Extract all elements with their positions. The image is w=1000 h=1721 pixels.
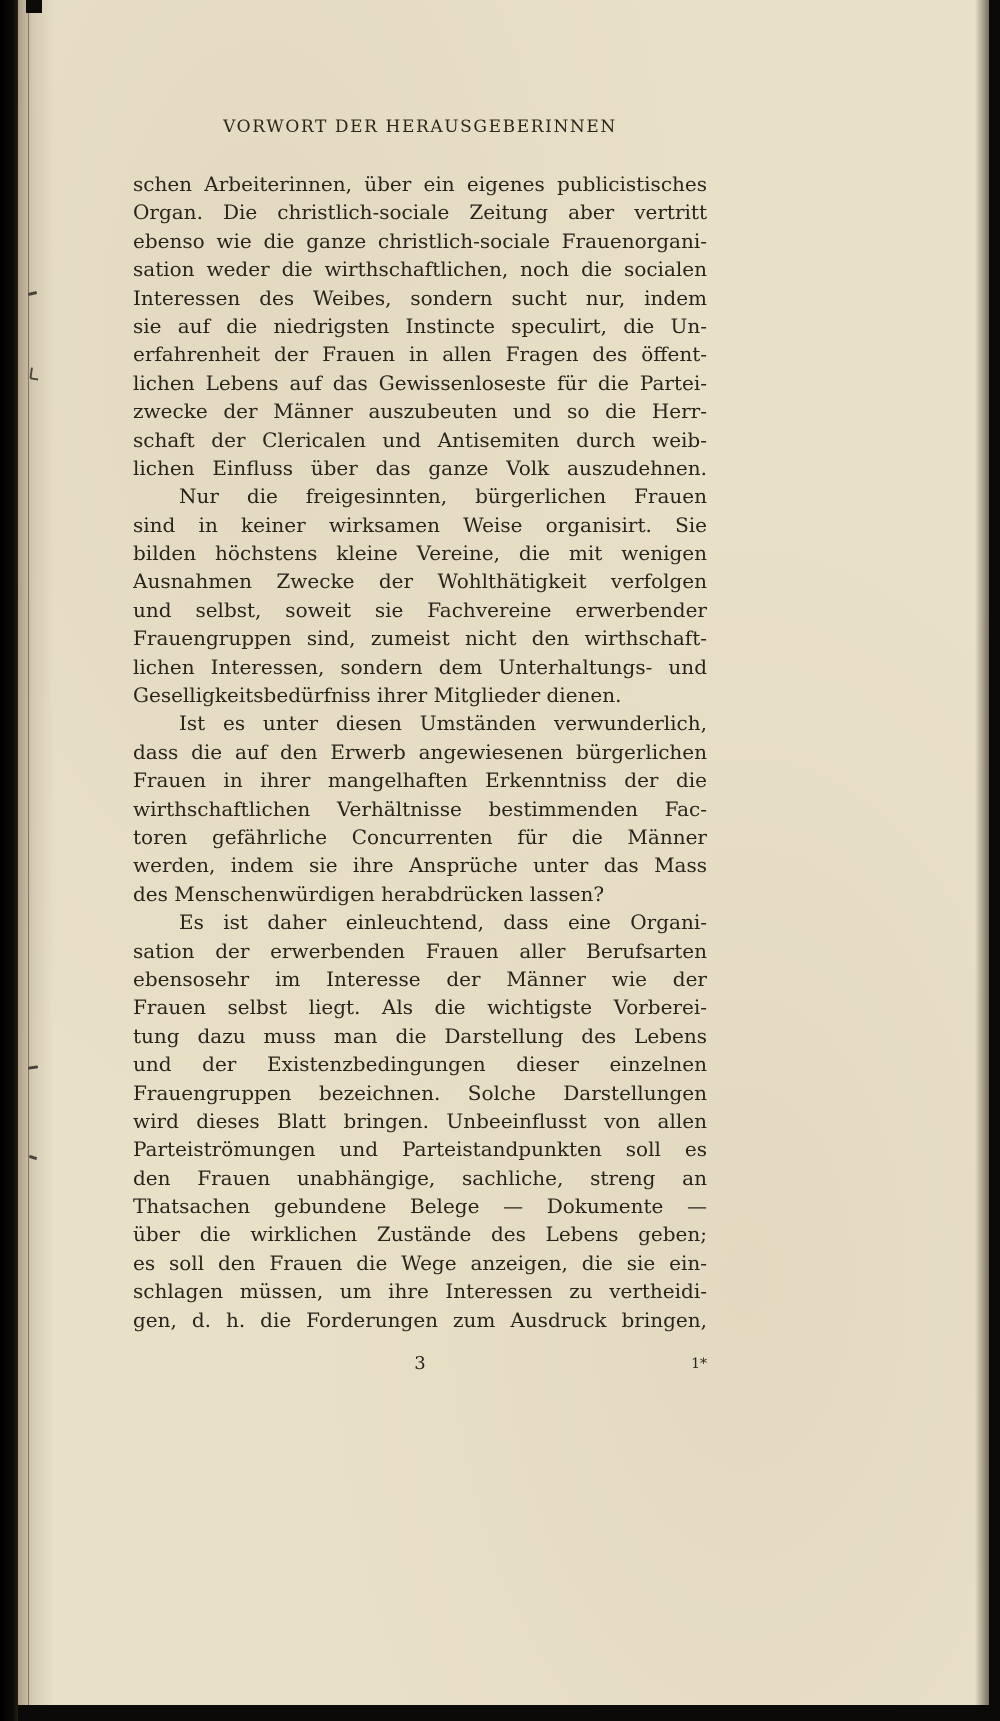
text-line: lichen Lebens auf das Gewissenloseste für die Partei-: [133, 370, 707, 395]
text-line: Thatsachen gebundene Belege — Dokumente —: [133, 1194, 707, 1219]
text-line: Geselligkeitsbedürfniss ihrer Mitglieder dienen.: [133, 683, 622, 708]
page-number: 3: [414, 1353, 426, 1375]
text-line: sation weder die wirthschaftlichen, noch die socialen: [133, 257, 707, 282]
paragraph: [133, 170, 707, 482]
text-line: zwecke der Männer auszubeuten und so die Herr-: [133, 399, 707, 424]
text-line: ebensosehr im Interesse der Männer wie der: [133, 966, 707, 991]
text-line: den Frauen unabhängige, sachliche, streng an: [133, 1165, 707, 1190]
page-content: [133, 116, 707, 1377]
text-line: toren gefährliche Concurrenten für die Männer: [133, 824, 707, 849]
text-line: schaft der Clericalen und Antisemiten durch weib-: [133, 427, 707, 452]
text-line: es soll den Frauen die Wege anzeigen, die sie ein-: [133, 1250, 707, 1275]
text-line: ebenso wie die ganze christlich-sociale Frauenorgani-: [133, 228, 707, 253]
text-line: werden, indem sie ihre Ansprüche unter das Mass: [133, 853, 707, 878]
text-line: Interessen des Weibes, sondern sucht nur, indem: [133, 285, 707, 310]
text-line: Organ. Die christlich-sociale Zeitung aber vertritt: [133, 200, 707, 225]
paragraph: [133, 709, 707, 908]
text-line: Frauengruppen sind, zumeist nicht den wirthschaft-: [133, 626, 707, 651]
book-page: [18, 0, 989, 1705]
text-line: sie auf die niedrigsten Instincte speculirt, die Un-: [133, 313, 707, 338]
pencil-mark: [28, 1065, 38, 1069]
running-head: VORWORT DER HERAUSGEBERINNEN: [223, 117, 617, 137]
text-line: des Menschenwürdigen herabdrücken lassen?: [133, 881, 605, 906]
paragraph: [133, 482, 707, 709]
text-line: Nur die freigesinnten, bürgerlichen Frauen: [179, 484, 707, 509]
text-line: und der Existenzbedingungen dieser einzelnen: [133, 1052, 707, 1077]
page-edge-notch: [26, 0, 42, 13]
text-line: dass die auf den Erwerb angewiesenen bürgerlichen: [133, 739, 707, 764]
text-body: [133, 170, 707, 1334]
pencil-mark: [29, 367, 40, 380]
text-line: Parteiströmungen und Parteistandpunkten soll es: [133, 1137, 707, 1162]
signature-mark: 1*: [691, 1356, 707, 1373]
text-line: lichen Einfluss über das ganze Volk auszudehnen.: [133, 455, 707, 480]
text-line: Frauengruppen bezeichnen. Solche Darstellungen: [133, 1080, 707, 1105]
text-line: bilden höchstens kleine Vereine, die mit wenigen: [133, 541, 707, 566]
text-line: wirthschaftlichen Verhältnisse bestimmenden Fac-: [133, 796, 707, 821]
text-line: über die wirklichen Zustände des Lebens geben;: [133, 1222, 707, 1247]
text-line: gen, d. h. die Forderungen zum Ausdruck bringen,: [133, 1307, 707, 1332]
text-line: wird dieses Blatt bringen. Unbeeinflusst von allen: [133, 1108, 707, 1133]
text-line: lichen Interessen, sondern dem Unterhaltungs- und: [133, 654, 707, 679]
text-line: Ist es unter diesen Umständen verwunderlich,: [179, 711, 707, 736]
text-line: sation der erwerbenden Frauen aller Berufsarten: [133, 938, 707, 963]
text-line: Frauen selbst liegt. Als die wichtigste Vorberei-: [133, 995, 707, 1020]
text-line: Ausnahmen Zwecke der Wohlthätigkeit verfolgen: [133, 569, 707, 594]
page-footer: [133, 1351, 707, 1377]
pencil-mark: [29, 1155, 38, 1160]
paragraph: [133, 908, 707, 1334]
pencil-mark: [28, 291, 37, 296]
text-line: sind in keiner wirksamen Weise organisirt. Sie: [133, 512, 707, 537]
text-line: tung dazu muss man die Darstellung des Lebens: [133, 1023, 707, 1048]
text-line: und selbst, soweit sie Fachvereine erwerbender: [133, 597, 707, 622]
text-line: Es ist daher einleuchtend, dass eine Organi-: [179, 910, 707, 935]
text-line: schen Arbeiterinnen, über ein eigenes publicistisches: [133, 172, 707, 196]
text-line: erfahrenheit der Frauen in allen Fragen des öffent-: [133, 342, 707, 367]
book-edge-left: [0, 0, 18, 1721]
gutter-line: [28, 0, 29, 1705]
text-line: schlagen müssen, um ihre Interessen zu vertheidi-: [133, 1279, 707, 1304]
text-line: Frauen in ihrer mangelhaften Erkenntniss der die: [133, 768, 707, 793]
